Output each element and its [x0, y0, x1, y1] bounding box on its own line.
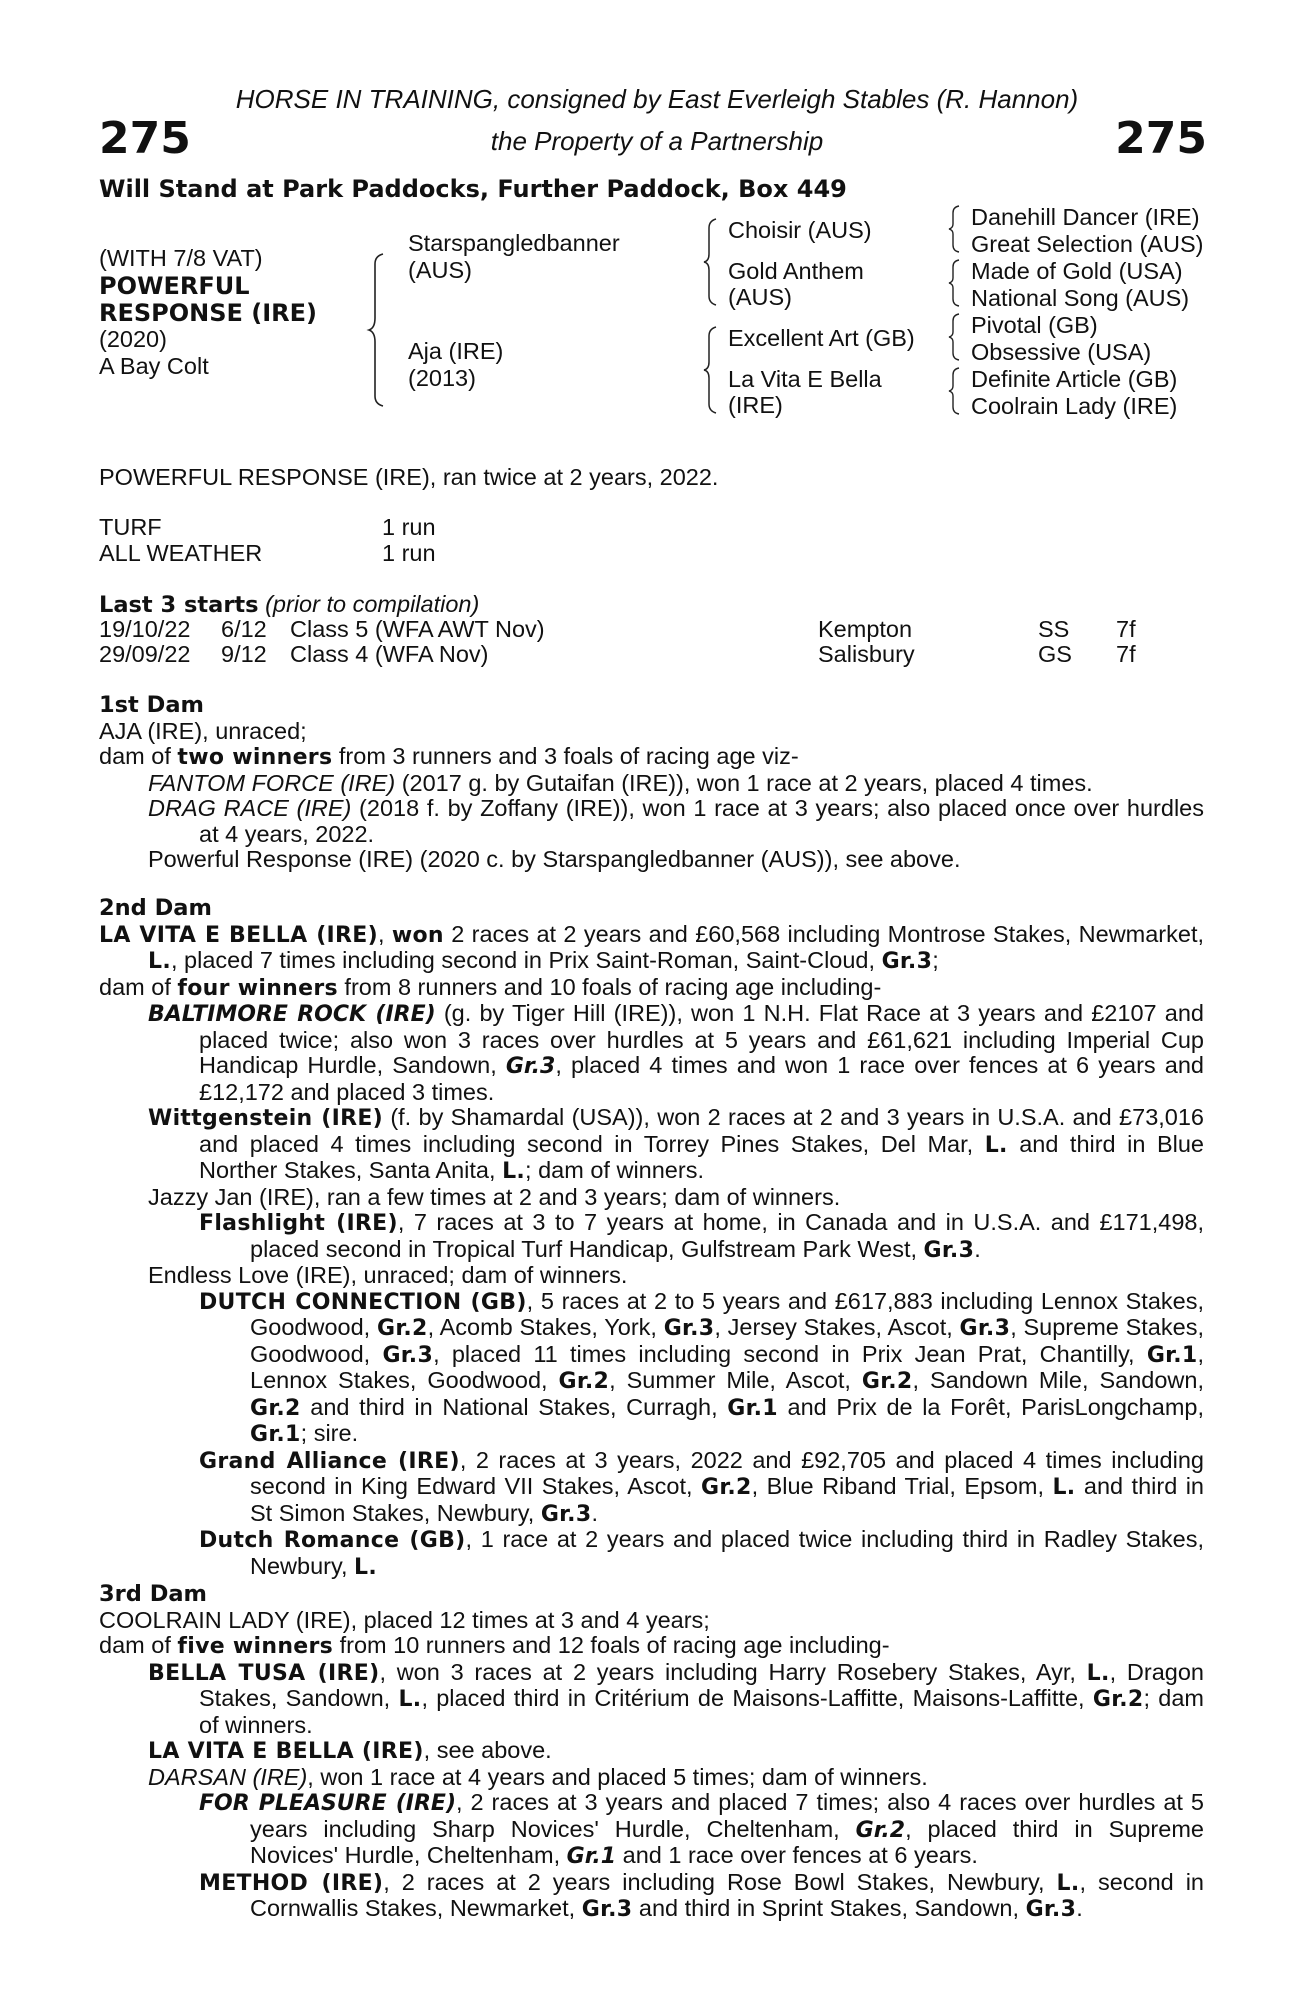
sire-country: (AUS)	[408, 257, 472, 283]
sire-dam-name: Gold Anthem	[728, 258, 864, 284]
start-course-2: Salisbury	[818, 641, 915, 667]
third-dam-heading: 3rd Dam	[99, 1581, 207, 1607]
g3-brace-3	[946, 312, 964, 362]
g3-7: Definite Article (GB)	[971, 366, 1178, 392]
first-dam-produce-line: dam of two winners from 3 runners and 3 foals of racing age viz-	[99, 743, 799, 770]
start-going-2: GS	[1038, 641, 1072, 667]
second-dam-heading: 2nd Dam	[99, 895, 212, 921]
g3-brace-1	[946, 204, 964, 254]
horse-name-line1: POWERFUL	[99, 272, 250, 300]
second-dam-section	[99, 896, 1204, 1580]
dam-name: Aja (IRE)	[408, 338, 504, 364]
start-pos-2: 9/12	[221, 641, 267, 667]
produce-wittgenstein: Wittgenstein (IRE) (f. by Shamardal (USA)), won 2 races at 2 and 3 years in U.S.A. and £73,016 and placed 4 times including second in Torrey Pines Stakes, Del Mar, L. and third in Blue Norther Stakes, Santa Anita, L.; dam of winners.	[148, 1104, 1205, 1184]
start-course-1: Kempton	[818, 616, 913, 642]
produce-dutch-romance: Dutch Romance (GB), 1 race at 2 years and placed twice including third in Radley Stakes, Newbury, L.	[199, 1526, 1204, 1580]
produce-dutch-connection: DUTCH CONNECTION (GB), 5 races at 2 to 5 years and £617,883 including Lennox Stakes, Goodwood, Gr.2, Acomb Stakes, York, Gr.3, Jersey Stakes, Ascot, Gr.3, Supreme Stakes, Goodwood, Gr.3, placed 11 times including second in Prix Jean Prat, Chantilly, Gr.1, Lennox Stakes, Goodwood, Gr.2, Summer Mile, Ascot, Gr.2, Sandown Mile, Sandown, Gr.2 and third in National Stakes, Curragh, Gr.1 and Prix de la Forêt, ParisLongchamp, Gr.1; sire.	[199, 1287, 1204, 1447]
third-dam-produce-line: dam of five winners from 10 runners and 12 foals of racing age including-	[99, 1632, 890, 1659]
produce-grand-alliance: Grand Alliance (IRE), 2 races at 3 years, 2022 and £92,705 and placed 4 times including second in King Edward VII Stakes, Ascot, Gr.2, Blue Riband Trial, Epsom, L. and third in St Simon Stakes, Newbury, Gr.3.	[199, 1446, 1204, 1527]
second-dam-produce-line: dam of four winners from 8 runners and 10 foals of racing age including-	[99, 973, 882, 1001]
produce-bella-tusa: BELLA TUSA (IRE), won 3 races at 2 years including Harry Rosebery Stakes, Ayr, L., Dragon Stakes, Sandown, L., placed third in Critérium de Maisons-Laffitte, Maisons-Laffitte, Gr.2; dam of winners.	[148, 1658, 1205, 1738]
first-dam-section	[99, 693, 1204, 873]
produce-endless-love: Endless Love (IRE), unraced; dam of winners.	[148, 1262, 628, 1288]
sire-dam-country: (AUS)	[728, 284, 792, 310]
property-line: the Property of a Partnership	[490, 126, 824, 156]
produce-fantom-force: FANTOM FORCE (IRE) (2017 g. by Gutaifan (IRE)), won 1 race at 2 years, placed 4 times.	[148, 769, 1093, 796]
g3-brace-2	[946, 258, 964, 308]
sire-sire: Choisir (AUS)	[728, 217, 872, 243]
produce-powerful-response: Powerful Response (IRE) (2020 c. by Starspangledbanner (AUS)), see above.	[148, 846, 961, 872]
consignor-line: HORSE IN TRAINING, consigned by East Everleigh Stables (R. Hannon)	[235, 84, 1079, 114]
horse-year: (2020)	[99, 326, 167, 352]
g3-5: Pivotal (GB)	[971, 312, 1098, 338]
dam-year: (2013)	[408, 365, 476, 391]
g3-brace-4	[946, 366, 964, 416]
produce-method: METHOD (IRE), 2 races at 2 years including Rose Bowl Stakes, Newbury, L., second in Cornwallis Stakes, Newmarket, Gr.3 and third in Sprint Stakes, Sandown, Gr.3.	[199, 1868, 1205, 1922]
produce-jazzy-jan: Jazzy Jan (IRE), ran a few times at 2 and 3 years; dam of winners.	[148, 1183, 841, 1210]
produce-baltimore-rock: BALTIMORE ROCK (IRE) (g. by Tiger Hill (IRE)), won 1 N.H. Flat Race at 3 years and £2107 and placed twice; also won 3 races over hurdles at 5 years and £61,621 including Imperial Cup Handicap Hurdle, Sandown, Gr.3, placed 4 times and won 1 race over fences at 6 years and £12,172 and placed 3 times.	[148, 1000, 1204, 1105]
pedigree-brace-main	[365, 250, 395, 410]
surface-label-aw: ALL WEATHER	[99, 540, 263, 566]
start-class-2: Class 4 (WFA Nov)	[290, 641, 489, 667]
first-dam-heading: 1st Dam	[99, 692, 204, 718]
starts-heading: Last 3 starts	[99, 592, 259, 618]
start-date-1: 19/10/22	[99, 616, 191, 642]
sire-name: Starspangledbanner	[408, 230, 620, 256]
vat-note: (WITH 7/8 VAT)	[99, 245, 263, 271]
start-pos-1: 6/12	[221, 616, 267, 642]
start-going-1: SS	[1038, 616, 1070, 642]
dam-dam-name: La Vita E Bella	[728, 366, 882, 392]
start-dist-2: 7f	[1116, 641, 1136, 667]
lot-number-right: 275	[1115, 113, 1207, 164]
starts-heading-line	[99, 592, 479, 619]
g3-3: Made of Gold (USA)	[971, 258, 1183, 284]
second-dam-record: LA VITA E BELLA (IRE), won 2 races at 2 years and £60,568 including Montrose Stakes, Newmarket, L., placed 7 times including second in Prix Saint-Roman, Saint-Cloud, Gr.3;	[99, 920, 1205, 974]
g3-2: Great Selection (AUS)	[971, 231, 1204, 257]
g3-8: Coolrain Lady (IRE)	[971, 393, 1178, 419]
horse-name-line2: RESPONSE (IRE)	[99, 299, 318, 327]
dam-dam-country: (IRE)	[728, 392, 783, 418]
pedigree-brace-sire	[700, 216, 724, 308]
start-dist-1: 7f	[1116, 616, 1136, 642]
third-dam-line: COOLRAIN LADY (IRE), placed 12 times at 3 and 4 years;	[99, 1606, 710, 1633]
dam-sire: Excellent Art (GB)	[728, 325, 915, 351]
surface-runs-aw: 1 run	[382, 540, 436, 566]
produce-for-pleasure: FOR PLEASURE (IRE), 2 races at 3 years and placed 7 times; also 4 races over hurdles at 5 years including Sharp Novices' Hurdle, Cheltenham, Gr.2, placed third in Supreme Novices' Hurdle, Cheltenham, Gr.1 and 1 race over fences at 6 years.	[199, 1789, 1204, 1869]
g3-1: Danehill Dancer (IRE)	[971, 204, 1200, 230]
race-summary: POWERFUL RESPONSE (IRE), ran twice at 2 years, 2022.	[99, 464, 719, 490]
surface-label-turf: TURF	[99, 514, 162, 540]
pedigree-brace-dam	[700, 324, 724, 416]
first-dam-line: AJA (IRE), unraced;	[99, 717, 307, 744]
produce-drag-race: DRAG RACE (IRE) (2018 f. by Zoffany (IRE)), won 1 race at 3 years; also placed once over hurdles at 4 years, 2022.	[148, 795, 1204, 847]
produce-darsan: DARSAN (IRE), won 1 race at 4 years and placed 5 times; dam of winners.	[148, 1763, 928, 1790]
produce-flashlight: Flashlight (IRE), 7 races at 3 to 7 years at home, in Canada and in U.S.A. and £171,498, placed second in Tropical Turf Handicap, Gulfstream Park West, Gr.3.	[199, 1209, 1205, 1263]
starts-note: (prior to compilation)	[265, 591, 480, 617]
start-date-2: 29/09/22	[99, 641, 191, 667]
location-line: Will Stand at Park Paddocks, Further Paddock, Box 449	[99, 175, 847, 203]
horse-description: A Bay Colt	[99, 353, 209, 379]
g3-6: Obsessive (USA)	[971, 339, 1152, 365]
produce-la-vita-e-bella: LA VITA E BELLA (IRE), see above.	[148, 1737, 552, 1764]
third-dam-section	[99, 1582, 1204, 1923]
start-class-1: Class 5 (WFA AWT Nov)	[290, 616, 545, 642]
surface-runs-turf: 1 run	[382, 514, 436, 540]
g3-4: National Song (AUS)	[971, 285, 1190, 311]
lot-number-left: 275	[99, 113, 191, 164]
